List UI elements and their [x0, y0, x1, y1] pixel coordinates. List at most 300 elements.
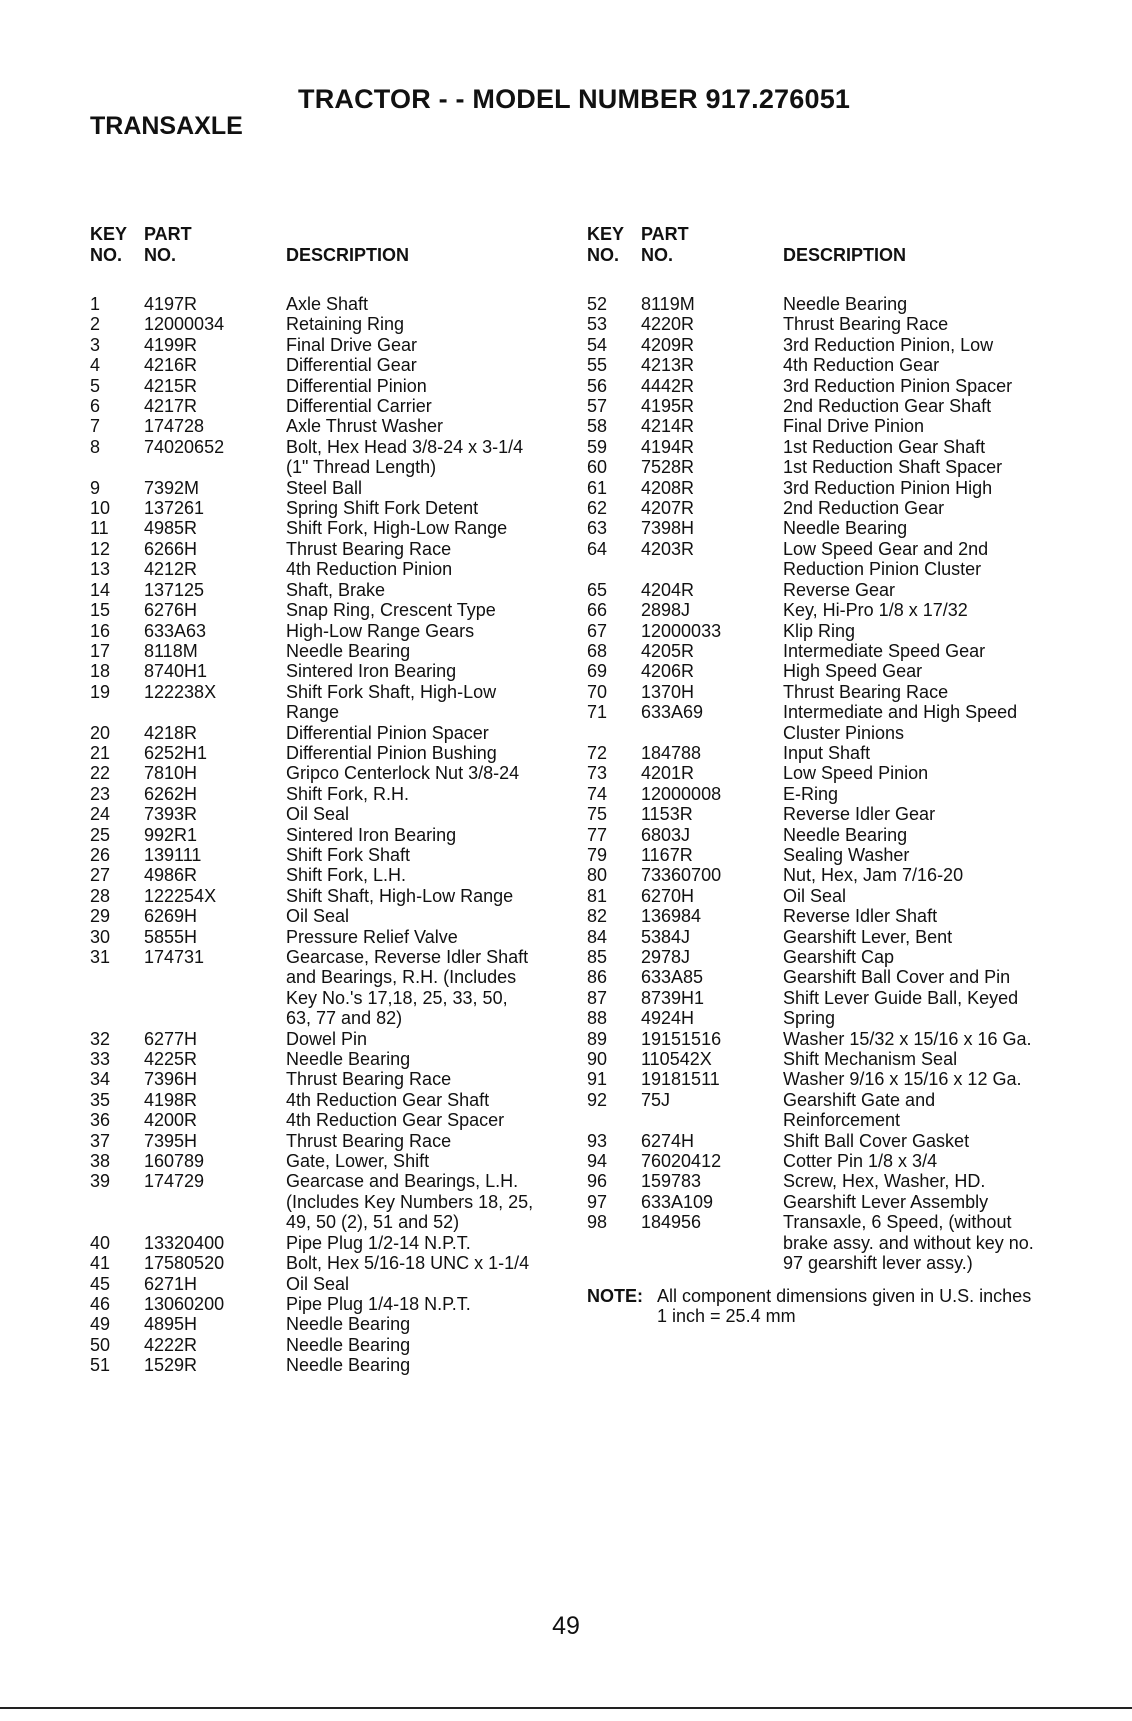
note-label: NOTE: — [587, 1286, 643, 1306]
part-row — [587, 1029, 1107, 1049]
column-header — [90, 224, 610, 276]
part-description: Differential Gear — [286, 355, 417, 376]
parts-column-left — [90, 224, 610, 1376]
part-row — [90, 600, 610, 620]
note — [587, 1286, 1057, 1327]
part-description: Transaxle, 6 Speed, (without brake assy. and without key no. 97 gearshift lever assy.) — [783, 1212, 1034, 1274]
part-number: 6269H — [144, 906, 198, 927]
part-row — [587, 539, 1107, 580]
part-number: 13320400 — [144, 1232, 225, 1253]
part-number: 633A63 — [144, 620, 207, 641]
part-description: Shaft, Brake — [286, 579, 386, 600]
part-number: 8118M — [144, 640, 198, 661]
part-key-number: 50 — [90, 1334, 111, 1355]
part-description: Gearshift Lever, Bent — [783, 926, 953, 947]
part-row — [587, 1049, 1107, 1069]
key-no-label: NO. — [587, 245, 620, 265]
part-description: Spring — [783, 1008, 836, 1029]
part-row — [587, 437, 1107, 457]
part-description: Differential Pinion Bushing — [286, 742, 497, 763]
part-row — [587, 396, 1107, 416]
part-row — [90, 927, 610, 947]
part-row — [90, 804, 610, 824]
part-number: 4215R — [144, 375, 198, 396]
part-description: 3rd Reduction Pinion, Low — [783, 334, 994, 355]
part-key-number: 93 — [587, 1130, 608, 1151]
part-row — [587, 886, 1107, 906]
part-number: 19151516 — [641, 1028, 722, 1049]
part-row — [90, 621, 610, 641]
part-key-number: 86 — [587, 967, 608, 988]
part-key-number: 74 — [587, 783, 608, 804]
part-key-number: 75 — [587, 804, 608, 825]
part-description: Gearshift Ball Cover and Pin — [783, 967, 1011, 988]
part-row — [90, 1355, 610, 1375]
part-key-number: 71 — [587, 702, 608, 723]
part-description: Thrust Bearing Race — [783, 314, 949, 335]
part-row — [90, 743, 610, 763]
part-row — [587, 376, 1107, 396]
part-row — [587, 1151, 1107, 1171]
part-description: Final Drive Gear — [286, 334, 418, 355]
part-description: Oil Seal — [286, 804, 350, 825]
part-row — [90, 1294, 610, 1314]
part-number: 4214R — [641, 416, 695, 437]
part-key-number: 26 — [90, 844, 111, 865]
part-row — [90, 784, 610, 804]
part-description: 3rd Reduction Pinion Spacer — [783, 375, 1013, 396]
part-key-number: 98 — [587, 1212, 608, 1233]
part-key-number: 58 — [587, 416, 608, 437]
part-key-number: 80 — [587, 865, 608, 886]
part-description: Needle Bearing — [286, 640, 411, 661]
part-key-number: 7 — [90, 416, 101, 437]
part-description: Reverse Idler Shaft — [783, 906, 938, 927]
part-row — [90, 396, 610, 416]
part-row — [90, 661, 610, 681]
part-number: 74020652 — [144, 436, 225, 457]
part-number: 184956 — [641, 1212, 702, 1233]
part-number: 76020412 — [641, 1151, 722, 1172]
part-number: 7528R — [641, 457, 695, 478]
part-row — [90, 865, 610, 885]
part-number: 17580520 — [144, 1253, 225, 1274]
part-row — [587, 804, 1107, 824]
part-description: Sealing Washer — [783, 844, 910, 865]
part-key-number: 56 — [587, 375, 608, 396]
part-description: Pipe Plug 1/4-18 N.P.T. — [286, 1293, 471, 1314]
part-key-number: 40 — [90, 1232, 111, 1253]
part-description: Gearshift Gate and Reinforcement — [783, 1089, 936, 1131]
part-description: High Speed Gear — [783, 661, 923, 682]
part-number: 12000008 — [641, 783, 722, 804]
part-description: Axle Shaft — [286, 294, 369, 314]
part-number: 6262H — [144, 783, 198, 804]
part-number: 19181511 — [641, 1069, 720, 1090]
part-key-number: 70 — [587, 681, 608, 702]
part-row — [587, 763, 1107, 783]
part-row — [90, 682, 610, 723]
description-label: DESCRIPTION — [783, 245, 907, 265]
part-number: 4204R — [641, 579, 695, 600]
part-key-number: 27 — [90, 865, 111, 886]
part-number: 75J — [641, 1089, 671, 1110]
part-key-number: 72 — [587, 742, 608, 763]
page-title: TRACTOR - - MODEL NUMBER 917.276051 — [298, 84, 851, 114]
part-description: Washer 15/32 x 15/16 x 16 Ga. — [783, 1028, 1032, 1049]
parts-column-right — [587, 224, 1107, 1274]
part-number: 4985R — [144, 518, 198, 539]
part-number: 633A85 — [641, 967, 704, 988]
part-key-number: 81 — [587, 885, 608, 906]
part-key-number: 65 — [587, 579, 608, 600]
part-number: 4222R — [144, 1334, 198, 1355]
part-number: 2978J — [641, 947, 691, 967]
part-number: 137261 — [144, 498, 205, 519]
part-row — [587, 580, 1107, 600]
part-number: 184788 — [641, 742, 702, 763]
part-description: Gearcase, Reverse Idler Shaft and Bearings, R.H. (Includes Key No.'s 17,18, 25, 33, 50, 63, 77 and 82) — [286, 947, 529, 1029]
part-number: 6252H1 — [144, 742, 208, 763]
part-key-number: 79 — [587, 844, 608, 865]
part-number: 13060200 — [144, 1293, 225, 1314]
part-row — [587, 988, 1107, 1008]
part-description: Shift Shaft, High-Low Range — [286, 885, 514, 906]
part-key-number: 6 — [90, 396, 101, 417]
part-description: 2nd Reduction Gear — [783, 498, 945, 519]
part-row — [587, 906, 1107, 926]
part-number: 8739H1 — [641, 987, 705, 1008]
part-description: Oil Seal — [286, 1273, 350, 1294]
part-description: Sintered Iron Bearing — [286, 824, 457, 845]
part-row — [90, 1069, 610, 1089]
part-number: 6271H — [144, 1273, 198, 1294]
part-row — [587, 845, 1107, 865]
part-key-number: 62 — [587, 498, 608, 519]
part-description: 4th Reduction Pinion — [286, 559, 453, 580]
part-description: High-Low Range Gears — [286, 620, 475, 641]
part-key-number: 4 — [90, 355, 101, 376]
part-description: 4th Reduction Gear — [783, 355, 940, 376]
part-description: Differential Pinion — [286, 375, 427, 396]
part-row — [587, 825, 1107, 845]
part-number: 4207R — [641, 498, 695, 519]
part-description: Nut, Hex, Jam 7/16-20 — [783, 865, 964, 886]
part-row — [587, 335, 1107, 355]
part-description: Low Speed Gear and 2nd Reduction Pinion Cluster — [783, 538, 989, 580]
part-number: 6274H — [641, 1130, 695, 1151]
part-number: 6803J — [641, 824, 691, 845]
part-row — [90, 1049, 610, 1069]
part-key-number: 82 — [587, 906, 608, 927]
part-row — [587, 478, 1107, 498]
part-row — [90, 335, 610, 355]
part-no-label: NO. — [144, 245, 177, 265]
part-key-number: 31 — [90, 947, 111, 967]
part-number: 122254X — [144, 885, 217, 906]
part-description: Shift Fork, L.H. — [286, 865, 407, 886]
part-row — [587, 865, 1107, 885]
part-description: Gearshift Lever Assembly — [783, 1191, 989, 1212]
part-description: Bolt, Hex Head 3/8-24 x 3-1/4 (1" Thread Length) — [286, 436, 524, 478]
part-number: 4218R — [144, 722, 198, 743]
part-description: Retaining Ring — [286, 314, 405, 335]
part-number: 633A109 — [641, 1191, 714, 1212]
part-key-number: 96 — [587, 1171, 608, 1192]
part-row — [90, 886, 610, 906]
note-text: All component dimensions given in U.S. inches 1 inch = 25.4 mm — [657, 1286, 1032, 1327]
part-key-number: 12 — [90, 538, 111, 559]
part-key-number: 57 — [587, 396, 608, 417]
part-number: 6270H — [641, 885, 695, 906]
part-row — [587, 1131, 1107, 1151]
part-number: 1153R — [641, 804, 693, 825]
part-number: 122238X — [144, 681, 217, 702]
part-row — [587, 1171, 1107, 1191]
part-key-number: 15 — [90, 600, 111, 621]
part-key-number: 97 — [587, 1191, 608, 1212]
part-row — [90, 723, 610, 743]
part-row — [90, 1314, 610, 1334]
part-row — [90, 1335, 610, 1355]
part-key-number: 92 — [587, 1089, 608, 1110]
part-description: Shift Fork, High-Low Range — [286, 518, 508, 539]
part-description: Differential Carrier — [286, 396, 432, 417]
part-key-number: 60 — [587, 457, 608, 478]
part-row — [587, 1008, 1107, 1028]
part-number: 4212R — [144, 559, 198, 580]
key-no-label: NO. — [90, 245, 123, 265]
part-number: 4197R — [144, 294, 198, 314]
part-key-number: 16 — [90, 620, 111, 641]
part-number: 4200R — [144, 1110, 198, 1131]
part-key-number: 38 — [90, 1151, 111, 1172]
part-key-number: 91 — [587, 1069, 608, 1090]
part-number: 4203R — [641, 538, 695, 559]
part-key-number: 2 — [90, 314, 101, 335]
part-description: Needle Bearing — [286, 1355, 411, 1376]
part-row — [90, 1029, 610, 1049]
part-number: 8740H1 — [144, 661, 208, 682]
part-key-number: 84 — [587, 926, 608, 947]
part-description: Shift Ball Cover Gasket — [783, 1130, 970, 1151]
part-number: 4225R — [144, 1049, 198, 1070]
part-number: 7395H — [144, 1130, 198, 1151]
part-number: 4199R — [144, 334, 198, 355]
part-row — [90, 478, 610, 498]
part-description: Needle Bearing — [783, 294, 908, 314]
part-description: 3rd Reduction Pinion High — [783, 477, 993, 498]
part-row — [587, 967, 1107, 987]
description-label: DESCRIPTION — [286, 245, 410, 265]
part-row — [587, 355, 1107, 375]
part-key-number: 30 — [90, 926, 111, 947]
part-row — [587, 621, 1107, 641]
part-row — [587, 661, 1107, 681]
part-label: PART — [641, 224, 689, 244]
part-row — [587, 927, 1107, 947]
part-number: 159783 — [641, 1171, 702, 1192]
part-number: 4217R — [144, 396, 198, 417]
part-number: 4201R — [641, 763, 695, 784]
part-number: 7398H — [641, 518, 695, 539]
part-row — [90, 1253, 610, 1273]
part-description: Reverse Idler Gear — [783, 804, 936, 825]
footer-divider — [0, 1707, 1132, 1709]
part-description: Shift Lever Guide Ball, Keyed — [783, 987, 1019, 1008]
part-number: 7392M — [144, 477, 200, 498]
part-description: Key, Hi-Pro 1/8 x 17/32 — [783, 600, 968, 621]
part-key-number: 66 — [587, 600, 608, 621]
part-row — [90, 1131, 610, 1151]
part-number: 5384J — [641, 926, 691, 947]
part-row — [90, 518, 610, 538]
part-description: Pressure Relief Valve — [286, 926, 458, 947]
part-row — [90, 763, 610, 783]
part-description: Needle Bearing — [286, 1314, 411, 1335]
part-description: Thrust Bearing Race — [286, 538, 452, 559]
part-row — [90, 355, 610, 375]
part-description: Shift Fork, R.H. — [286, 783, 410, 804]
part-number: 1529R — [144, 1355, 198, 1376]
page-number: 49 — [552, 1612, 580, 1640]
part-number: 174731 — [144, 947, 205, 967]
part-description: Gate, Lower, Shift — [286, 1151, 430, 1172]
part-number: 1167R — [641, 844, 693, 865]
part-key-number: 46 — [90, 1293, 111, 1314]
part-number: 12000034 — [144, 314, 225, 335]
part-key-number: 35 — [90, 1089, 111, 1110]
part-number: 4198R — [144, 1089, 198, 1110]
part-number: 7393R — [144, 804, 198, 825]
part-key-number: 51 — [90, 1355, 111, 1376]
part-description: Gearshift Cap — [783, 947, 895, 967]
part-description: 4th Reduction Gear Spacer — [286, 1110, 505, 1131]
part-key-number: 23 — [90, 783, 111, 804]
part-key-number: 13 — [90, 559, 111, 580]
part-key-number: 63 — [587, 518, 608, 539]
part-key-number: 19 — [90, 681, 111, 702]
part-key-number: 37 — [90, 1130, 111, 1151]
part-row — [90, 906, 610, 926]
part-key-number: 68 — [587, 640, 608, 661]
part-description: Thrust Bearing Race — [783, 681, 949, 702]
part-number: 6266H — [144, 538, 198, 559]
part-number: 174729 — [144, 1171, 205, 1192]
part-description: Screw, Hex, Washer, HD. — [783, 1171, 986, 1192]
part-row — [90, 437, 610, 478]
part-key-number: 11 — [90, 518, 109, 539]
part-row — [587, 1192, 1107, 1212]
key-label: KEY — [90, 224, 128, 244]
part-description: Steel Ball — [286, 477, 363, 498]
part-key-number: 21 — [90, 742, 111, 763]
part-key-number: 5 — [90, 375, 101, 396]
part-key-number: 87 — [587, 987, 608, 1008]
part-description: Gearcase and Bearings, L.H. (Includes Key Numbers 18, 25, 49, 50 (2), 51 and 52) — [286, 1171, 534, 1233]
part-number: 6277H — [144, 1028, 198, 1049]
part-row — [90, 1110, 610, 1130]
part-row — [90, 845, 610, 865]
part-key-number: 52 — [587, 294, 608, 314]
part-key-number: 34 — [90, 1069, 111, 1090]
part-row — [90, 1090, 610, 1110]
part-description: Oil Seal — [783, 885, 847, 906]
part-key-number: 69 — [587, 661, 608, 682]
part-number: 4205R — [641, 640, 695, 661]
part-number: 4220R — [641, 314, 695, 335]
part-number: 4195R — [641, 396, 695, 417]
part-description: Cotter Pin 1/8 x 3/4 — [783, 1151, 938, 1172]
part-row — [90, 1233, 610, 1253]
part-key-number: 89 — [587, 1028, 608, 1049]
part-row — [90, 559, 610, 579]
part-description: Intermediate and High Speed Cluster Pinions — [783, 702, 1018, 743]
part-key-number: 41 — [90, 1253, 111, 1274]
part-row — [90, 1151, 610, 1171]
part-key-number: 54 — [587, 334, 608, 355]
part-row — [587, 1090, 1107, 1131]
part-row — [587, 682, 1107, 702]
part-number: 12000033 — [641, 620, 722, 641]
part-number: 4442R — [641, 375, 695, 396]
part-key-number: 73 — [587, 763, 608, 784]
part-number: 4206R — [641, 661, 695, 682]
part-number: 6276H — [144, 600, 198, 621]
parts-list-left — [90, 294, 610, 1376]
part-key-number: 18 — [90, 661, 111, 682]
part-key-number: 3 — [90, 334, 101, 355]
part-number: 137125 — [144, 579, 205, 600]
part-description: Sintered Iron Bearing — [286, 661, 457, 682]
part-key-number: 32 — [90, 1028, 111, 1049]
part-number: 8119M — [641, 294, 695, 314]
part-description: Shift Fork Shaft, High-Low Range — [286, 681, 497, 723]
part-key-number: 39 — [90, 1171, 111, 1192]
part-key-number: 64 — [587, 538, 608, 559]
part-number: 992R1 — [144, 824, 198, 845]
part-row — [587, 743, 1107, 763]
part-number: 2898J — [641, 600, 691, 621]
part-row — [90, 416, 610, 436]
part-number: 4213R — [641, 355, 695, 376]
part-key-number: 67 — [587, 620, 608, 641]
part-description: Spring Shift Fork Detent — [286, 498, 479, 519]
part-key-number: 28 — [90, 885, 111, 906]
part-key-number: 90 — [587, 1049, 608, 1070]
part-row — [587, 702, 1107, 743]
part-key-number: 45 — [90, 1273, 111, 1294]
part-row — [90, 825, 610, 845]
part-row — [587, 294, 1107, 314]
part-description: 1st Reduction Shaft Spacer — [783, 457, 1003, 478]
part-number: 160789 — [144, 1151, 205, 1172]
part-number: 139111 — [144, 844, 202, 865]
part-description: Intermediate Speed Gear — [783, 640, 986, 661]
part-key-number: 8 — [90, 436, 101, 457]
part-description: Reverse Gear — [783, 579, 896, 600]
part-key-number: 88 — [587, 1008, 608, 1029]
part-key-number: 55 — [587, 355, 608, 376]
part-description: Needle Bearing — [783, 518, 908, 539]
part-number: 4924H — [641, 1008, 695, 1029]
part-description: Shift Fork Shaft — [286, 844, 411, 865]
part-description: Input Shaft — [783, 742, 871, 763]
part-number: 1370H — [641, 681, 695, 702]
part-description: Snap Ring, Crescent Type — [286, 600, 496, 621]
part-key-number: 36 — [90, 1110, 111, 1131]
parts-list-right — [587, 294, 1107, 1274]
